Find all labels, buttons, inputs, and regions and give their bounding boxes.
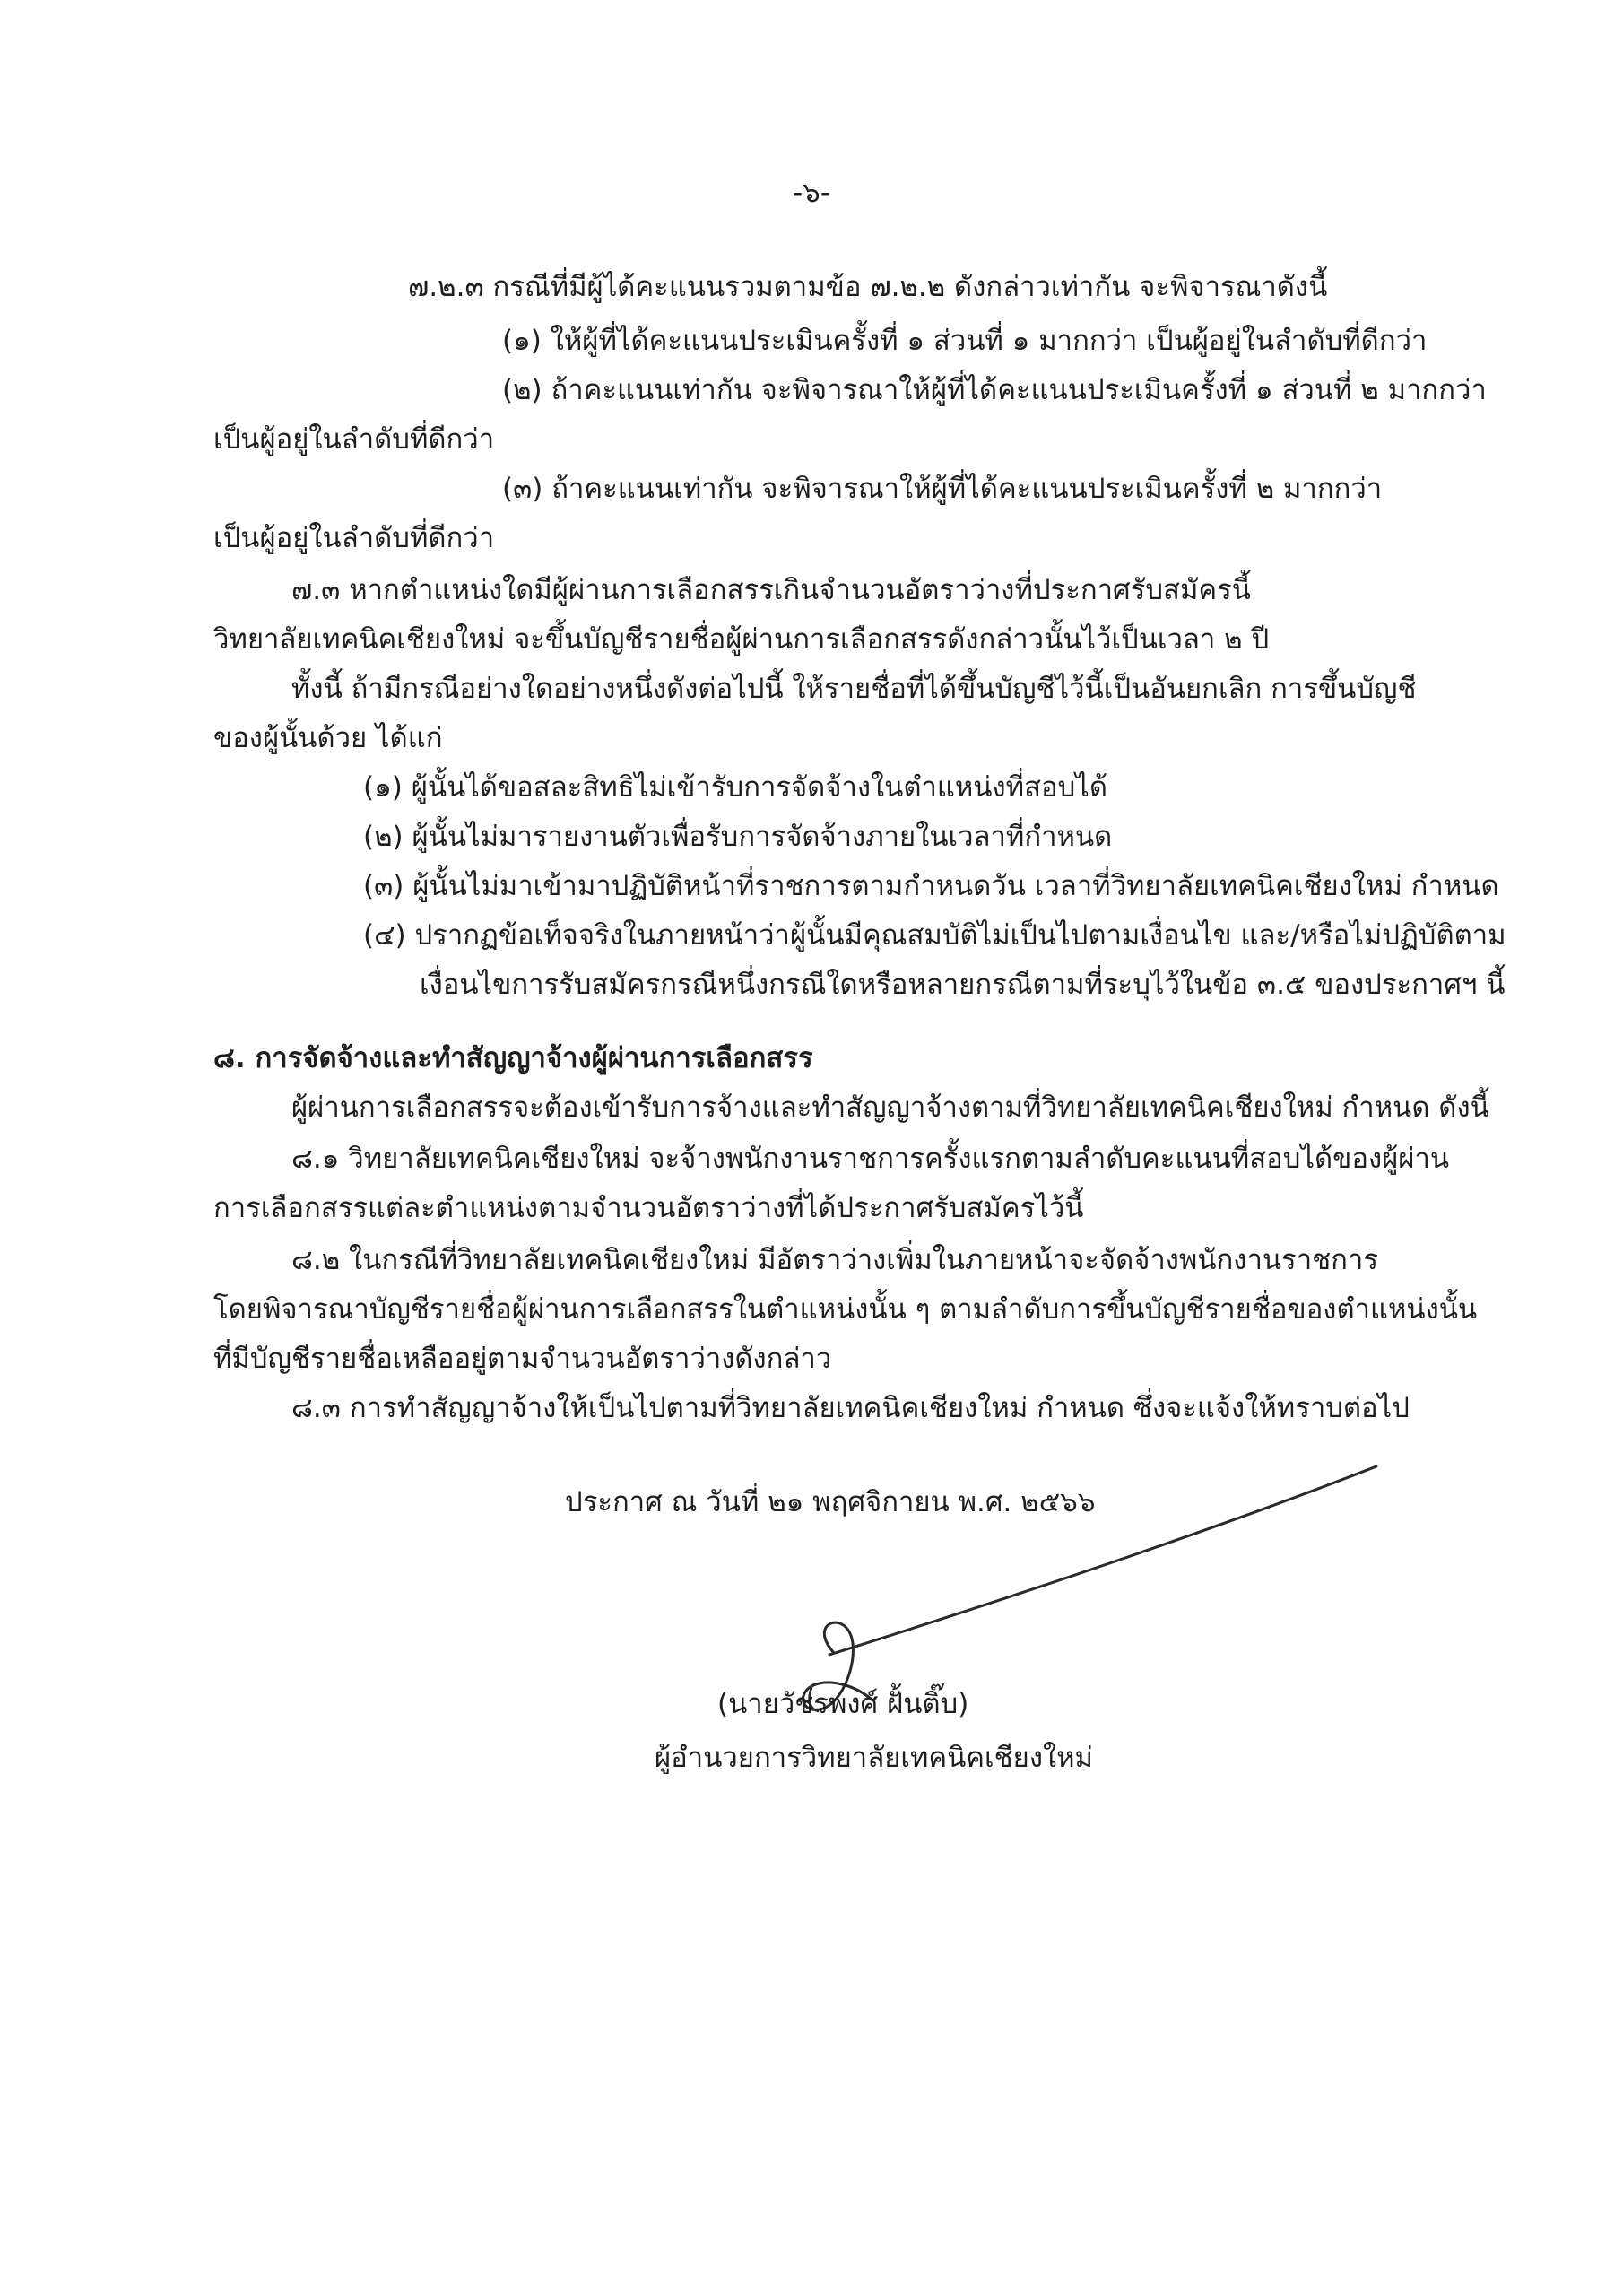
clause-7-3-conditions-intro-cont: ของผู้นั้นด้วย ได้แก่ xyxy=(213,722,443,754)
clause-7-2-3-item-3: (๓) ถ้าคะแนนเท่ากัน จะพิจารณาให้ผู้ที่ได้คะแนนประเมินครั้งที่ ๒ มากกว่า xyxy=(502,473,1383,505)
clause-7-3-condition-4: (๔) ปรากฏข้อเท็จจริงในภายหน้าว่าผู้นั้นมีคุณสมบัติไม่เป็นไปตามเงื่อนไข และ/หรือไม่ปฏิบัติตาม xyxy=(363,919,1506,952)
clause-7-2-3-item-3-cont: เป็นผู้อยู่ในลำดับที่ดีกว่า xyxy=(213,522,495,554)
clause-8-3: ๘.๓ การทำสัญญาจ้างให้เป็นไปตามที่วิทยาลัยเทคนิคเชียงใหม่ กำหนด ซึ่งจะแจ้งให้ทราบต่อไป xyxy=(291,1392,1410,1424)
signer-name: (นายวัชรพงศ์ ฝั้นติ๊บ) xyxy=(717,1688,969,1720)
clause-7-3-cont: วิทยาลัยเทคนิคเชียงใหม่ จะขึ้นบัญชีรายชื่อผู้ผ่านการเลือกสรรดังกล่าวนั้นไว้เป็นเวลา ๒ ปี xyxy=(213,623,1270,656)
clause-7-3: ๗.๓ หากตำแหน่งใดมีผู้ผ่านการเลือกสรรเกินจำนวนอัตราว่างที่ประกาศรับสมัครนี้ xyxy=(291,574,1251,606)
clause-8-1-cont: การเลือกสรรแต่ละตำแหน่งตามจำนวนอัตราว่างที่ได้ประกาศรับสมัครไว้นี้ xyxy=(213,1192,1084,1224)
clause-7-2-3-item-2: (๒) ถ้าคะแนนเท่ากัน จะพิจารณาให้ผู้ที่ได้คะแนนประเมินครั้งที่ ๑ ส่วนที่ ๒ มากกว่า xyxy=(502,374,1487,406)
clause-7-3-condition-3: (๓) ผู้นั้นไม่มาเข้ามาปฏิบัติหน้าที่ราชการตามกำหนดวัน เวลาที่วิทยาลัยเทคนิคเชียงใหม่ กำหนด xyxy=(363,870,1499,902)
clause-7-2-3-item-2-cont: เป็นผู้อยู่ในลำดับที่ดีกว่า xyxy=(213,423,495,456)
clause-7-3-conditions-intro: ทั้งนี้ ถ้ามีกรณีอย่างใดอย่างหนึ่งดังต่อไปนี้ ให้รายชื่อที่ได้ขึ้นบัญชีไว้นี้เป็นอันยกเลิก การขึ้นบัญชี xyxy=(291,673,1417,705)
section-8-heading: ๘. การจัดจ้างและทำสัญญาจ้างผู้ผ่านการเลือกสรร xyxy=(213,1042,813,1074)
clause-7-2-3: ๗.๒.๓ กรณีที่มีผู้ได้คะแนนรวมตามข้อ ๗.๒.๒ ดังกล่าวเท่ากัน จะพิจารณาดังนี้ xyxy=(408,271,1328,303)
clause-8-2-cont-2: ที่มีบัญชีรายชื่อเหลืออยู่ตามจำนวนอัตราว่างดังกล่าว xyxy=(213,1343,832,1375)
section-8-intro: ผู้ผ่านการเลือกสรรจะต้องเข้ารับการจ้างและทำสัญญาจ้างตามที่วิทยาลัยเทคนิคเชียงใหม่ กำหนด ดังนี้ xyxy=(291,1091,1489,1124)
clause-7-2-3-item-1: (๑) ให้ผู้ที่ได้คะแนนประเมินครั้งที่ ๑ ส่วนที่ ๑ มากกว่า เป็นผู้อยู่ในลำดับที่ดีกว่า xyxy=(502,325,1428,357)
announcement-date: ประกาศ ณ วันที่ ๒๑ พฤศจิกายน พ.ศ. ๒๕๖๖ xyxy=(565,1486,1096,1518)
clause-7-3-condition-1: (๑) ผู้นั้นได้ขอสละสิทธิไม่เข้ารับการจัดจ้างในตำแหน่งที่สอบได้ xyxy=(363,771,1108,804)
clause-7-3-condition-4-cont: เงื่อนไขการรับสมัครกรณีหนึ่งกรณีใดหรือหลายกรณีตามที่ระบุไว้ในข้อ ๓.๕ ของประกาศฯ นี้ xyxy=(420,969,1506,1001)
clause-8-1: ๘.๑ วิทยาลัยเทคนิคเชียงใหม่ จะจ้างพนักงานราชการครั้งแรกตามลำดับคะแนนที่สอบได้ของผู้ผ่าน xyxy=(291,1143,1450,1175)
signer-title: ผู้อำนวยการวิทยาลัยเทคนิคเชียงใหม่ xyxy=(655,1742,1093,1774)
clause-8-2: ๘.๒ ในกรณีที่วิทยาลัยเทคนิคเชียงใหม่ มีอัตราว่างเพิ่มในภายหน้าจะจัดจ้างพนักงานราชการ xyxy=(291,1244,1378,1276)
clause-7-3-condition-2: (๒) ผู้นั้นไม่มารายงานตัวเพื่อรับการจัดจ้างภายในเวลาที่กำหนด xyxy=(363,821,1113,853)
page-number: -๖- xyxy=(792,177,831,209)
clause-8-2-cont-1: โดยพิจารณาบัญชีรายชื่อผู้ผ่านการเลือกสรรในตำแหน่งนั้น ๆ ตามลำดับการขึ้นบัญชีรายชื่อของตำแหน่งนั้น xyxy=(213,1293,1478,1326)
